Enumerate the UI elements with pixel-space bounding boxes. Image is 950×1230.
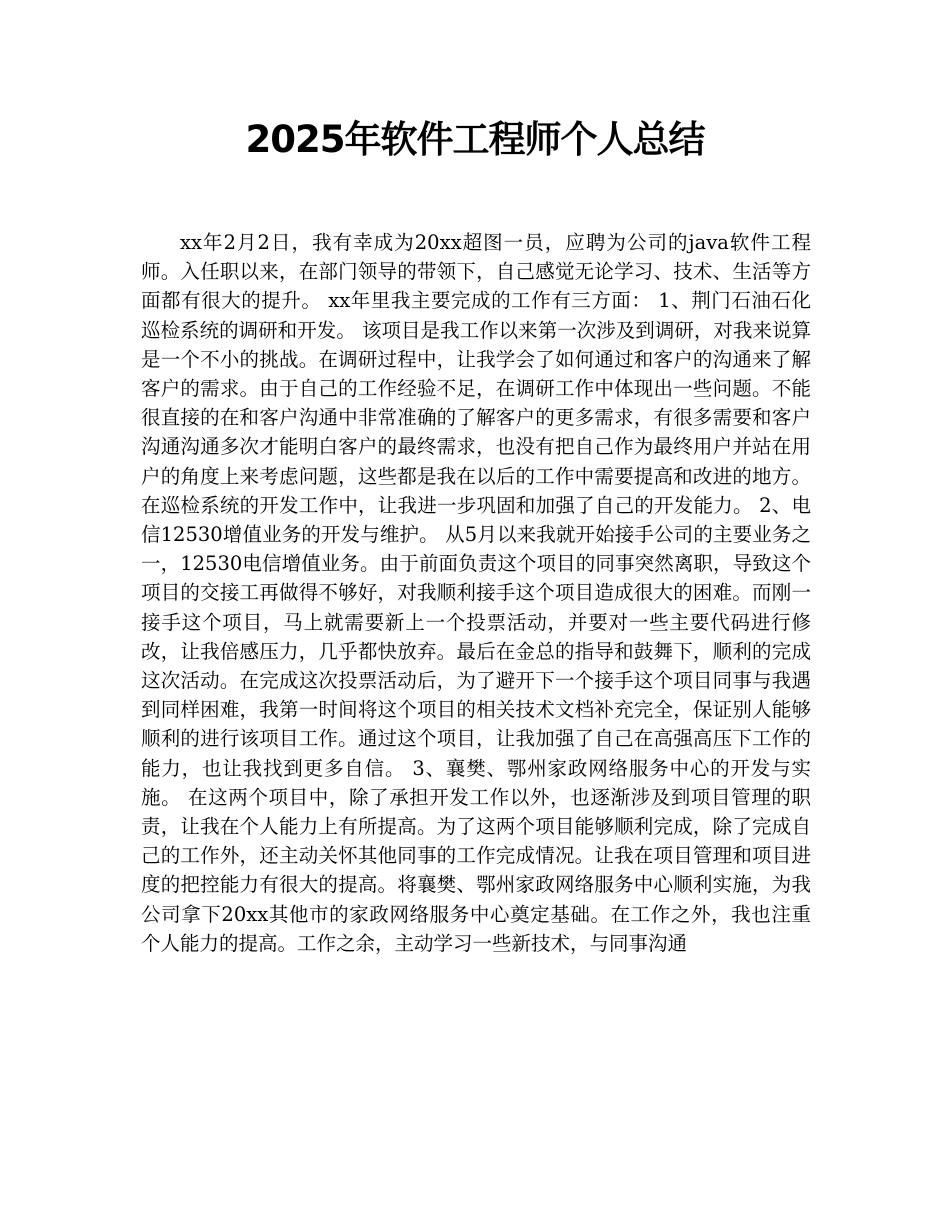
document-title: 2025年软件工程师个人总结 xyxy=(245,118,705,161)
document-body: xx年2月2日，我有幸成为20xx超图一员，应聘为公司的java软件工程师。入任职以来，在部门领导的带领下，自己感觉无论学习、技术、生活等方面都有很大的提升。 xx年里我主要完成的工作有三方面： 1、荆门石油石化巡检系统的调研和开发。 该项目是我工作以来第一次涉及到调研，对我来说算是一个不小的挑战。在调研过程中，让我学会了如何通过和客户的沟通来了解客户的需求。由于自己的工作经验不足，在调研工作中体现出一些问题。不能很直接的在和客户沟通中非常准确的了解客户的更多需求，有很多需要和客户沟通沟通多次才能明白客户的最终需求，也没有把自己作为最终用户并站在用户的角度上来考虑问题，这些都是我在以后的工作中需要提高和改进的地方。在巡检系统的开发工作中，让我进一步巩固和加强了自己的开发能力。 2、电信12530增值业务的开发与维护。 从5月以来我就开始接手公司的主要业务之一，12530电信增值业务。由于前面负责这个项目的同事突然离职，导致这个项目的交接工再做得不够好，对我顺利接手这个项目造成很大的困难。而刚一接手这个项目，马上就需要新上一个投票活动，并要对一些主要代码进行修改，让我倍感压力，几乎都快放弃。最后在金总的指导和鼓舞下，顺利的完成这次活动。在完成这次投票活动后，为了避开下一个接手这个项目同事与我遇到同样困难，我第一时间将这个项目的相关技术文档补充完全，保证别人能够顺利的进行该项目工作。通过这个项目，让我加强了自己在高强高压下工作的能力，也让我找到更多自信。 3、襄樊、鄂州家政网络服务中心的开发与实施。 在这两个项目中，除了承担开发工作以外，也逐渐涉及到项目管理的职责，让我在个人能力上有所提高。为了这两个项目能够顺利完成，除了完成自己的工作外，还主动关怀其他同事的工作完成情况。让我在项目管理和项目进度的把控能力有很大的提高。将襄樊、鄂州家政网络服务中心顺利实施，为我公司拿下20xx其他市的家政网络服务中心奠定基础。在工作之外，我也注重个人能力的提高。工作之余，主动学习一些新技术，与同事沟通 xyxy=(141,231,811,955)
